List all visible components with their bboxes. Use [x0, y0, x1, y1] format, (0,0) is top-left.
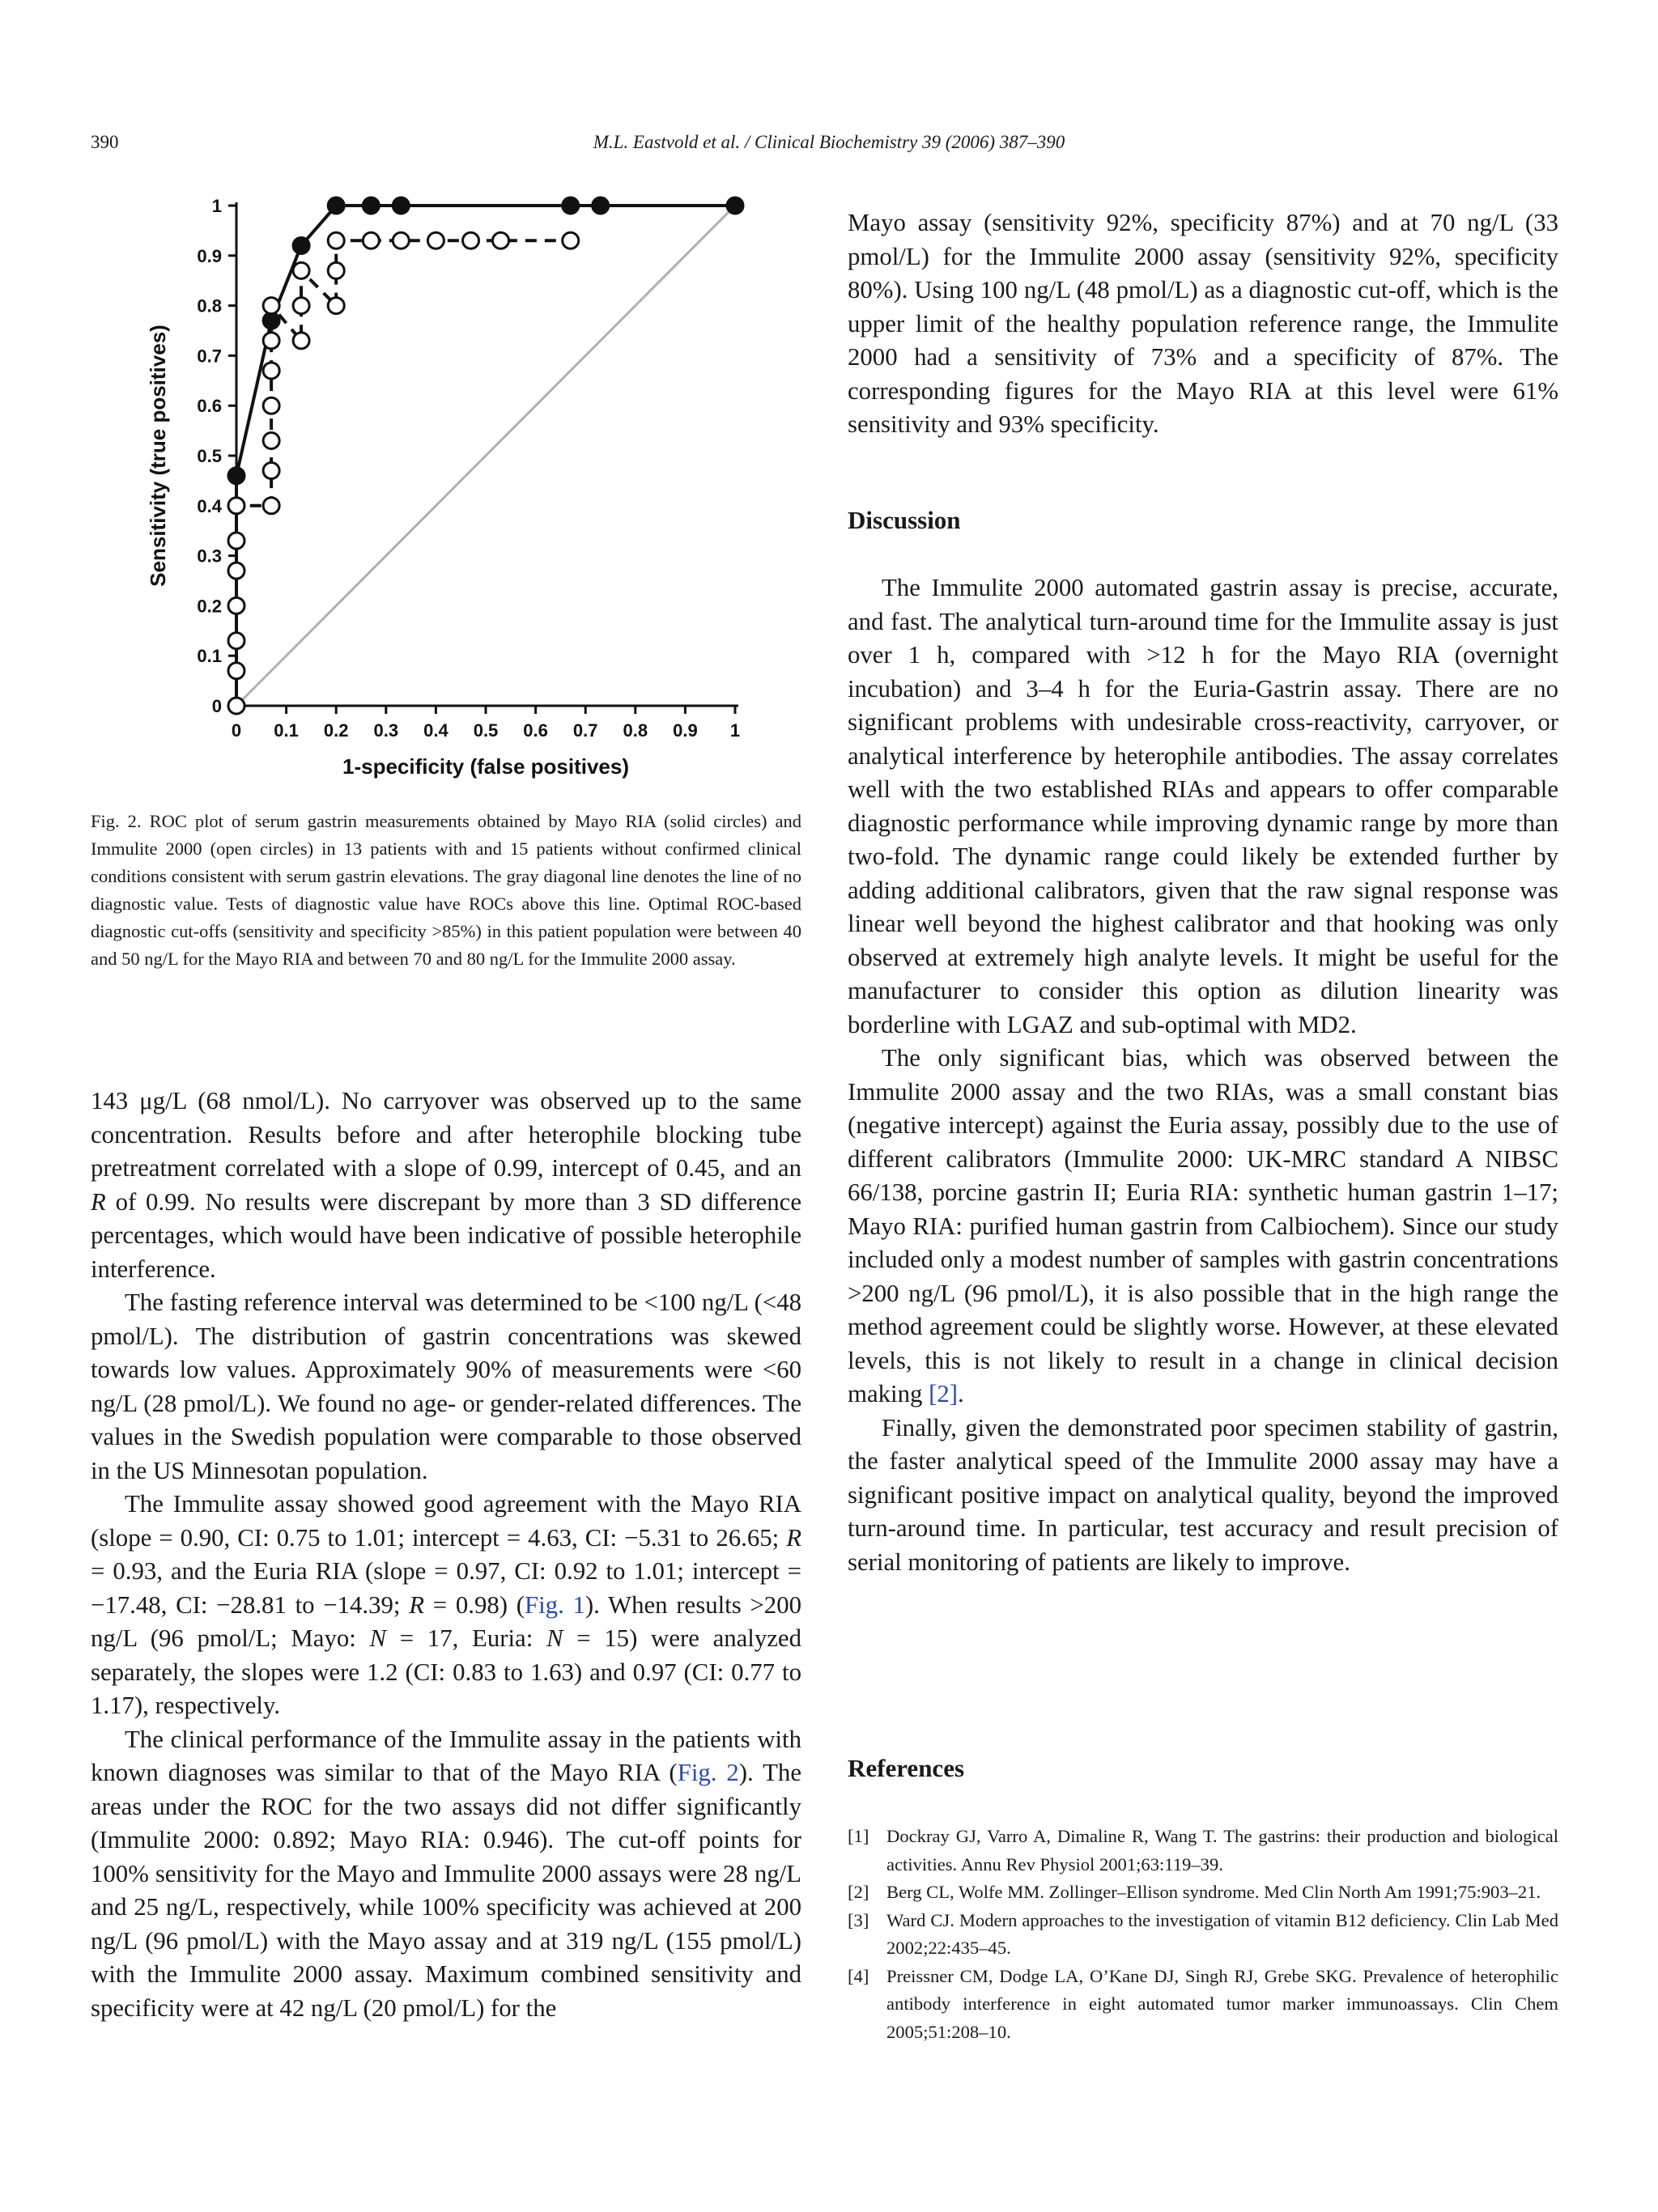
- immulite-2000-point: [228, 597, 244, 614]
- references-heading: References: [848, 1754, 965, 1782]
- mayo-ria-point: [328, 197, 344, 214]
- immulite-2000-point: [393, 232, 409, 248]
- x-tick-label: 0.2: [323, 720, 349, 741]
- immulite-2000-point: [228, 698, 244, 714]
- paragraph: Mayo assay (sensitivity 92%, specificity 87%) and at 70 ng/L (33 pmol/L) for the Immulite 2000 assay (sensitivity 92%, specificity 80%). Using 100 ng/L (48 pmol/L) as a diagnostic cut-off, which is the upper limit of the healthy population reference range, the Immulite 2000 had a sensitivity of 73% and a specificity of 87%. The corresponding figures for the Mayo RIA at this level were 61% sensitivity and 93% specificity.: [848, 209, 1558, 438]
- figure-caption: Fig. 2. ROC plot of serum gastrin measurements obtained by Mayo RIA (solid circles) and Immulite 2000 (open circles) in 13 patients with and 15 patients without confirmed clinical conditions consistent with serum gastrin elevations. The gray diagonal line denotes the line of no diagnostic value. Tests of diagnostic value have ROCs above this line. Optimal ROC-based diagnostic cut-offs (sensitivity and specificity >85%) in this patient population were between 40 and 50 ng/L for the Mayo RIA and between 70 and 80 ng/L for the Immulite 2000 assay.: [91, 811, 801, 969]
- immulite-2000-point: [363, 232, 379, 248]
- immulite-2000-point: [263, 333, 279, 349]
- immulite-2000-point: [328, 262, 344, 278]
- immulite-2000-point: [228, 498, 244, 514]
- immulite-2000-point: [427, 232, 444, 248]
- y-tick-label: 0.3: [197, 546, 222, 567]
- immulite-2000-roc-line: [236, 240, 571, 706]
- y-tick-label: 0: [211, 696, 222, 716]
- immulite-2000-point: [293, 333, 309, 349]
- immulite-2000-point: [263, 298, 279, 314]
- immulite-2000-point: [228, 563, 244, 579]
- x-tick-label: 0.3: [373, 720, 399, 741]
- immulite-2000-point: [563, 232, 579, 248]
- reference-item: [3] Ward CJ. Modern approaches to the investigation of vitamin B12 deficiency. Clin Lab Med 2002;22:435–45.: [848, 1909, 1558, 1958]
- mayo-ria-point: [363, 197, 379, 214]
- roc-figure: [146, 180, 769, 779]
- immulite-2000-point: [463, 232, 479, 248]
- immulite-2000-point: [293, 262, 309, 278]
- mayo-ria-point: [563, 197, 579, 214]
- x-tick-label: 0.7: [572, 720, 598, 741]
- x-tick-label: 1: [729, 720, 741, 741]
- paragraph: The clinical performance of the Immulite assay in the patients with known diagnoses was similar to that of the Mayo RIA (Fig. 2). The areas under the ROC for the two assays did not differ significantly (Immulite 2000: 0.892; Mayo RIA: 0.946). The cut-off points for 100% sensitivity for the Mayo and Immulite 2000 assays were 28 ng/L and 25 ng/L, respectively, while 100% specificity was achieved at 200 ng/L (96 pmol/L) with the Mayo assay and at 319 ng/L (155 pmol/L) with the Immulite 2000 assay. Maximum combined sensitivity and specificity were at 42 ng/L (20 pmol/L) for the: [91, 1725, 801, 2022]
- immulite-2000-point: [492, 232, 508, 248]
- immulite-2000-point: [228, 663, 244, 679]
- x-tick-label: 0.6: [523, 720, 548, 741]
- immulite-2000-point: [263, 498, 279, 514]
- y-tick-label: 0.4: [197, 495, 222, 516]
- discussion-heading: Discussion: [848, 506, 961, 534]
- y-tick-label: 0.9: [197, 245, 222, 266]
- left-column: [91, 1085, 801, 2025]
- x-tick-label: 0.1: [274, 720, 299, 741]
- x-tick-label: 0: [231, 720, 242, 741]
- y-tick-label: 0.6: [197, 396, 222, 417]
- immulite-2000-point: [263, 463, 279, 479]
- right-column-top: [848, 206, 1558, 442]
- roc-chart: [146, 180, 769, 779]
- x-tick-label: 0.5: [473, 720, 499, 741]
- paragraph: The Immulite assay showed good agreement with the Mayo RIA (slope = 0.90, CI: 0.75 to 1.01; intercept = 4.63, CI: −5.31 to 26.65; R = 0.93, and the Euria RIA (slope = 0.97, CI: 0.92 to 1.01; intercept = −17.48, CI: −28.81 to −14.39; R = 0.98) (Fig. 1). When results >200 ng/L (96 pmol/L; Mayo: N = 17, Euria: N = 15) were analyzed separately, the slopes were 1.2 (CI: 0.83 to 1.63) and 0.97 (CI: 0.77 to 1.17), respectively.: [91, 1490, 801, 1719]
- immulite-2000-point: [263, 363, 279, 379]
- paragraph: 143 μg/L (68 nmol/L). No carryover was observed up to the same concentration. Results before and after heterophile blocking tube pretreatment correlated with a slope of 0.99, intercept of 0.45, and an R of 0.99. No results were discrepant by more than 3 SD difference percentages, which would have been indicative of possible heterophile interference.: [91, 1087, 801, 1283]
- immulite-2000-point: [328, 298, 344, 314]
- reference-item: [1] Dockray GJ, Varro A, Dimaline R, Wang T. The gastrins: their production and biological activities. Annu Rev Physiol 2001;63:119–39.: [848, 1826, 1558, 1874]
- mayo-ria-point: [228, 468, 244, 484]
- reference-list: [848, 1823, 1558, 2046]
- paragraph: The Immulite 2000 automated gastrin assay is precise, accurate, and fast. The analytical turn-around time for the Immulite assay is just over 1 h, compared with >12 h for the Mayo RIA (overnight incubation) and 3–4 h for the Euria-Gastrin assay. There are no significant problems with undesirable cross-reactivity, carryover, or analytical interference by heterophile antibodies. The assay correlates well with the two established RIAs and appears to offer comparable diagnostic performance while improving dynamic range by more than two-fold. The dynamic range could likely be extended further by adding additional calibrators, given that the raw signal response was linear well beyond the highest calibrator and that hooking was only observed at extremely high analyte levels. It might be useful for the manufacturer to consider this option as dilution linearity was borderline with LGAZ and sub-optimal with MD2.: [848, 574, 1558, 1038]
- y-tick-label: 0.2: [197, 596, 222, 617]
- mayo-ria-point: [293, 237, 309, 253]
- fig-1-link[interactable]: Fig. 1: [524, 1590, 585, 1619]
- x-axis-label: 1-specificity (false positives): [342, 754, 630, 779]
- immulite-2000-point: [228, 633, 244, 649]
- y-tick-label: 0.8: [197, 295, 222, 316]
- paragraph: Finally, given the demonstrated poor specimen stability of gastrin, the faster analytical speed of the Immulite 2000 assay may have a significant positive impact on analytical quality, beyond the improved turn-around time. In particular, test accuracy and result precision of serial monitoring of patients are likely to improve.: [848, 1413, 1558, 1576]
- immulite-2000-point: [328, 232, 344, 248]
- immulite-2000-point: [263, 397, 279, 414]
- paragraph: The fasting reference interval was determined to be <100 ng/L (<48 pmol/L). The distribution of gastrin concentrations was skewed towards low values. Approximately 90% of measurements were <60 ng/L (28 pmol/L). We found no age- or gender-related differences. The values in the Swedish population were comparable to those observed in the US Minnesotan population.: [91, 1289, 801, 1484]
- running-head: M.L. Eastvold et al. / Clinical Biochemistry 39 (2006) 387–390: [593, 132, 1065, 152]
- fig-2-link[interactable]: Fig. 2: [677, 1759, 739, 1786]
- x-tick-label: 0.9: [673, 720, 698, 741]
- reference-item: [4] Preissner CM, Dodge LA, O’Kane DJ, Singh RJ, Grebe SKG. Prevalence of heterophilic antibody interference in eight automated tumor marker immunoassays. Clin Chem 2005;51:208–10.: [848, 1965, 1558, 2042]
- ref-2-link[interactable]: [2]: [929, 1380, 958, 1407]
- x-tick-label: 0.8: [623, 720, 648, 741]
- y-tick-label: 1: [211, 196, 222, 216]
- y-tick-label: 0.7: [197, 346, 222, 367]
- immulite-2000-point: [293, 298, 309, 314]
- y-tick-label: 0.5: [197, 446, 222, 466]
- paragraph: The only significant bias, which was observed between the Immulite 2000 assay and the two RIAs, was a small constant bias (negative intercept) against the Euria assay, possibly due to the use of different calibrators (Immulite 2000: UK-MRC standard A NIBSC 66/138, porcine gastrin II; Euria RIA: synthetic human gastrin 1–17; Mayo RIA: purified human gastrin from Calbiochem). Since our study included only a modest number of samples with gastrin concentrations >200 ng/L (96 pmol/L), it is also possible that in the high range the method agreement could be slightly worse. However, at these elevated levels, this is not likely to result in a change in clinical decision making [2].: [848, 1044, 1558, 1407]
- discussion-body: [848, 571, 1558, 1579]
- page-number: 390: [91, 132, 119, 152]
- mayo-ria-point: [727, 197, 743, 214]
- reference-item: [2] Berg CL, Wolfe MM. Zollinger–Ellison syndrome. Med Clin North Am 1991;75:903–21.: [848, 1882, 1541, 1902]
- mayo-ria-point: [393, 197, 409, 214]
- immulite-2000-point: [263, 432, 279, 448]
- mayo-ria-point: [593, 197, 609, 214]
- immulite-2000-point: [228, 533, 244, 549]
- y-tick-label: 0.1: [197, 646, 222, 667]
- x-tick-label: 0.4: [423, 720, 449, 741]
- y-axis-label: Sensitivity (true positives): [146, 325, 170, 587]
